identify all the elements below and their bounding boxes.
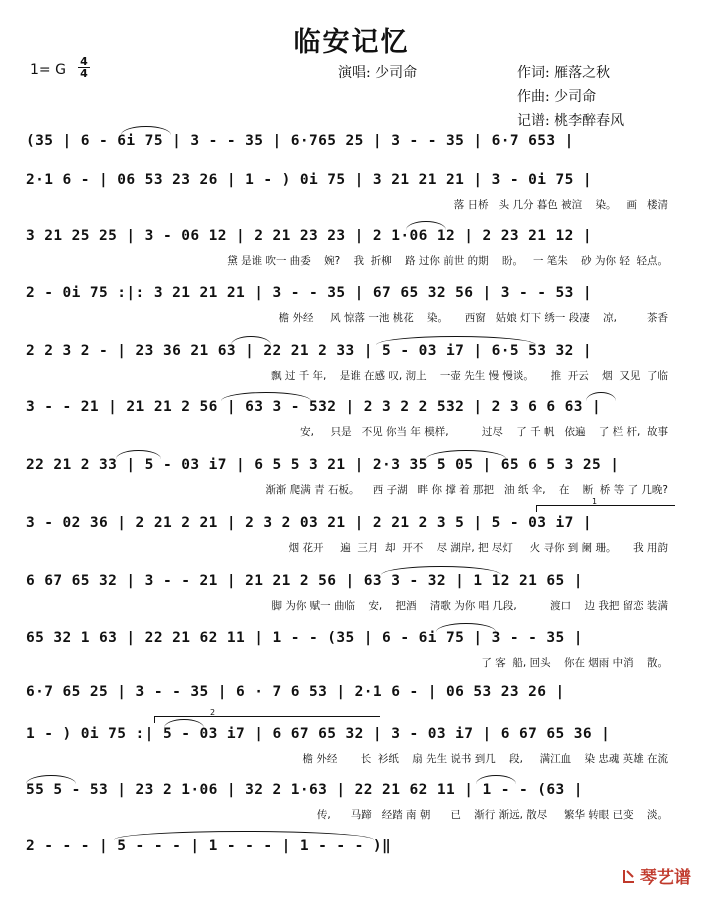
time-signature-top: 4 xyxy=(78,56,90,68)
slur xyxy=(114,831,374,840)
lyrics: 飘 过 千 年, 是谁 在感 叹, 沏上 一壶 先生 慢 慢谈。 推 开云 烟 又见 了临 xyxy=(271,370,668,382)
time-signature xyxy=(78,56,90,79)
lyrics: 落 日桥 头 几分 暮色 被渲 染。 画 楼清 xyxy=(453,199,668,211)
lyrics: 安, 只是 不见 你当 年 模样, 过尽 了 千 帆 依遍 了 栏 杆, 故事 xyxy=(300,426,668,438)
notation: 2 2 3 2 - | 23 36 21 63 | 22 21 2 33 | 5 - 03 i7 | 6·5 53 32 | xyxy=(26,343,593,359)
notation: 6 67 65 32 | 3 - - 21 | 21 21 2 56 | 63 3 - 32 | 1 12 21 65 | xyxy=(26,573,583,589)
lyrics: 脚 为你 赋一 曲临 安, 把酒 清歌 为你 唱 几段, 渡口 边 我把 留恋 装满 xyxy=(271,600,668,612)
lyrics: 传, 马蹄 经踏 南 朝 已 渐行 渐远, 散尽 繁华 转眼 已变 淡。 xyxy=(316,809,668,821)
notation: 1 - ) 0i 75 :| 5 - 03 i7 | 6 67 65 32 | 3 - 03 i7 | 6 67 65 36 | xyxy=(26,726,611,742)
time-signature-bottom: 4 xyxy=(80,67,88,80)
slur xyxy=(376,336,536,345)
notation: 3 - 02 36 | 2 21 2 21 | 2 3 2 03 21 | 2 21 2 3 5 | 5 - 03 i7 | xyxy=(26,515,593,531)
slur xyxy=(406,221,446,230)
notation: 22 21 2 33 | 5 - 03 i7 | 6 5 5 3 21 | 2·3 35 5 05 | 65 6 5 3 25 | xyxy=(26,457,620,473)
notation: (35 | 6 - 6i 75 | 3 - - 35 | 6·765 25 | 3 - - 35 | 6·7 653 | xyxy=(26,133,574,149)
notation: 2 - - - | 5 - - - | 1 - - - | 1 - - - )‖ xyxy=(26,838,392,854)
singer-credit: 演唱: 少司命 xyxy=(338,65,418,81)
volta-bracket-2: 2 xyxy=(154,716,380,723)
notation: 3 21 25 25 | 3 - 06 12 | 2 21 23 23 | 2 1·06 12 | 2 23 21 12 | xyxy=(26,228,593,244)
slur xyxy=(26,775,76,784)
notation: 2 - 0i 75 :|: 3 21 21 21 | 3 - - 35 | 67 65 32 56 | 3 - - 53 | xyxy=(26,285,593,301)
song-title: 临安记忆 xyxy=(293,27,410,58)
slur xyxy=(121,126,171,135)
notation: 65 32 1 63 | 22 21 62 11 | 1 - - (35 | 6 - 6i 75 | 3 - - 35 | xyxy=(26,630,583,646)
notation: 3 - - 21 | 21 21 2 56 | 63 3 - 532 | 2 3 2 2 532 | 2 3 6 6 63 | xyxy=(26,399,602,415)
slur xyxy=(116,450,161,459)
slur xyxy=(476,775,516,784)
logo-text: 琴艺谱 xyxy=(640,868,691,888)
lyricist-credit: 作词: 雁落之秋 xyxy=(517,65,611,81)
notation: 6·7 65 25 | 3 - - 35 | 6 · 7 6 53 | 2·1 6 - | 06 53 23 26 | xyxy=(26,684,565,700)
lyrics: 烟 花开 遍 三月 却 开不 尽 湖岸, 把 尽灯 火 寻你 到 阑 珊。 我 用韵 xyxy=(288,542,668,554)
composer-credit: 作曲: 少司命 xyxy=(517,89,597,105)
transcriber-credit: 记谱: 桃李醉春风 xyxy=(517,113,625,129)
site-logo xyxy=(621,863,691,888)
slur xyxy=(221,392,311,401)
lyrics xyxy=(26,158,674,172)
notation: 55 5 - 53 | 23 2 1·06 | 32 2 1·63 | 22 21 62 11 | 1 - - (63 | xyxy=(26,782,583,798)
slur xyxy=(586,392,616,401)
slur xyxy=(381,566,501,575)
logo-icon xyxy=(621,868,637,884)
slur xyxy=(436,623,496,632)
lyrics: 檐 外经 风 惊落 一池 桃花 染。 西窗 姑娘 灯下 绣一 段凄 凉, 茶香 xyxy=(278,312,668,324)
lyrics: 黛 是谁 吹一 曲委 婉? 我 折柳 路 过你 前世 的期 盼。 一 笔朱 砂 为你 轻 轻点。 xyxy=(227,255,668,267)
key-signature: 1= G xyxy=(30,62,66,78)
lyrics: 了 客 船, 回头 你在 烟雨 中消 散。 xyxy=(481,657,668,669)
slur xyxy=(426,450,506,459)
lyrics: 檐 外经 长 衫纸 扇 先生 说书 到几 段, 满江血 染 忠魂 英雄 在流 xyxy=(302,753,668,765)
slur xyxy=(231,336,271,345)
lyrics: 渐渐 爬满 青 石板。 西 子湖 畔 你 撑 着 那把 油 纸 伞, 在 断 桥 等 了 几晚? xyxy=(265,484,668,496)
volta-bracket-1: 1 xyxy=(536,505,675,512)
notation: 2·1 6 - | 06 53 23 26 | 1 - ) 0i 75 | 3 21 21 21 | 3 - 0i 75 | xyxy=(26,172,593,188)
